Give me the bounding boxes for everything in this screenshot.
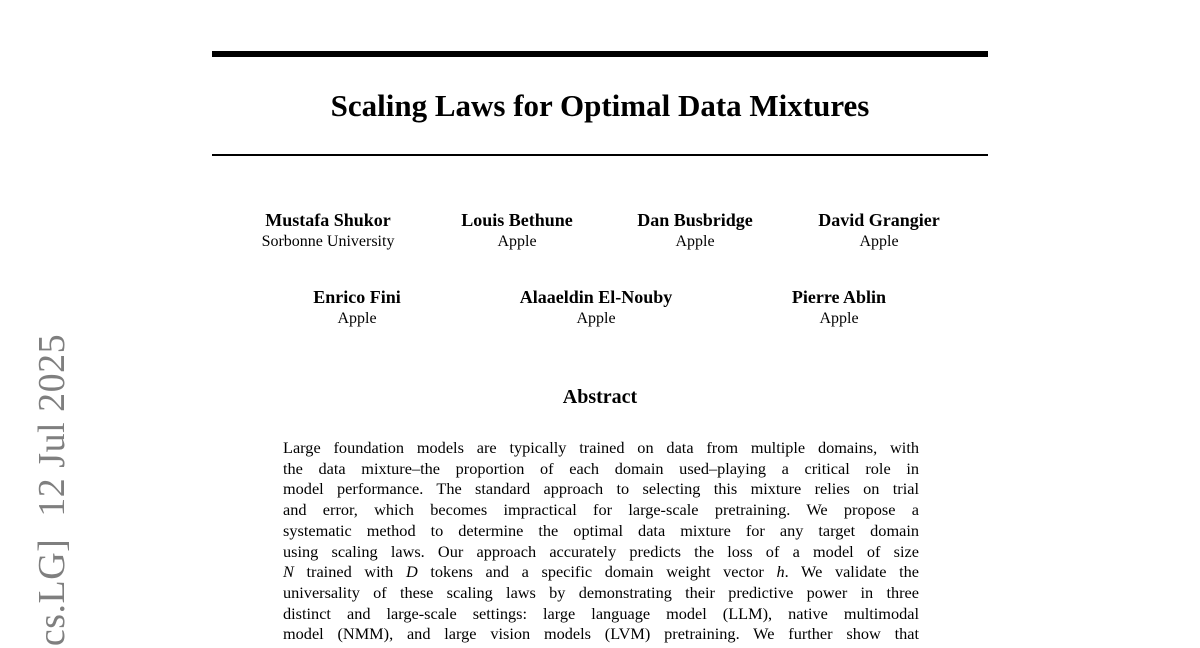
author-block [427,209,607,253]
author-block [238,209,418,253]
abstract-line: model performance. The standard approach to selecting this mixture relies on trial [283,479,919,499]
top-thick-rule [212,51,988,57]
author-block [605,209,785,253]
author-block [506,286,686,330]
abstract-line: using scaling laws. Our approach accurately predicts the loss of a model of size [283,541,919,561]
abstract-line: N trained with D tokens and a specific domain weight vector h. We validate the [283,562,919,582]
abstract-body [283,438,919,645]
author-affiliation: Apple [497,233,537,250]
paper-title: Scaling Laws for Optimal Data Mixtures [330,88,870,123]
author-block [789,209,969,253]
author-affiliation: Apple [337,310,377,327]
title-bottom-rule [212,154,988,156]
arxiv-sidebar-stamp [30,334,74,646]
author-affiliation: Sorbonne University [261,233,395,250]
author-affiliation: Apple [819,310,859,327]
abstract-line: Large foundation models are typically trained on data from multiple domains, with [283,438,919,457]
author-name: Louis Bethune [461,210,573,230]
arxiv-date: 12 Jul 2025 [31,333,73,517]
author-block [267,286,447,330]
author-name: Enrico Fini [313,287,401,307]
author-name: Dan Busbridge [637,210,753,230]
abstract-line: model (NMM), and large vision models (LVM) pretraining. We further show that [283,624,919,644]
abstract-line: systematic method to determine the optimal data mixture for any target domain [283,520,919,540]
abstract-line: the data mixture–the proportion of each domain used–playing a critical role in [283,458,919,478]
author-name: Pierre Ablin [791,287,887,307]
abstract-heading: Abstract [562,386,638,408]
author-affiliation: Apple [675,233,715,250]
arxiv-category: cs.LG] [31,538,73,647]
abstract-line: and error, which becomes impractical for large-scale pretraining. We propose a [283,500,919,520]
author-name: David Grangier [818,210,940,230]
abstract-line: universality of these scaling laws by demonstrating their predictive power in three [283,582,919,602]
author-affiliation: Apple [576,310,616,327]
abstract-line: distinct and large-scale settings: large language model (LLM), native multimodal [283,603,919,623]
author-name: Alaaeldin El-Nouby [519,287,673,307]
author-affiliation: Apple [859,233,899,250]
author-block [749,286,929,330]
author-name: Mustafa Shukor [265,210,391,230]
